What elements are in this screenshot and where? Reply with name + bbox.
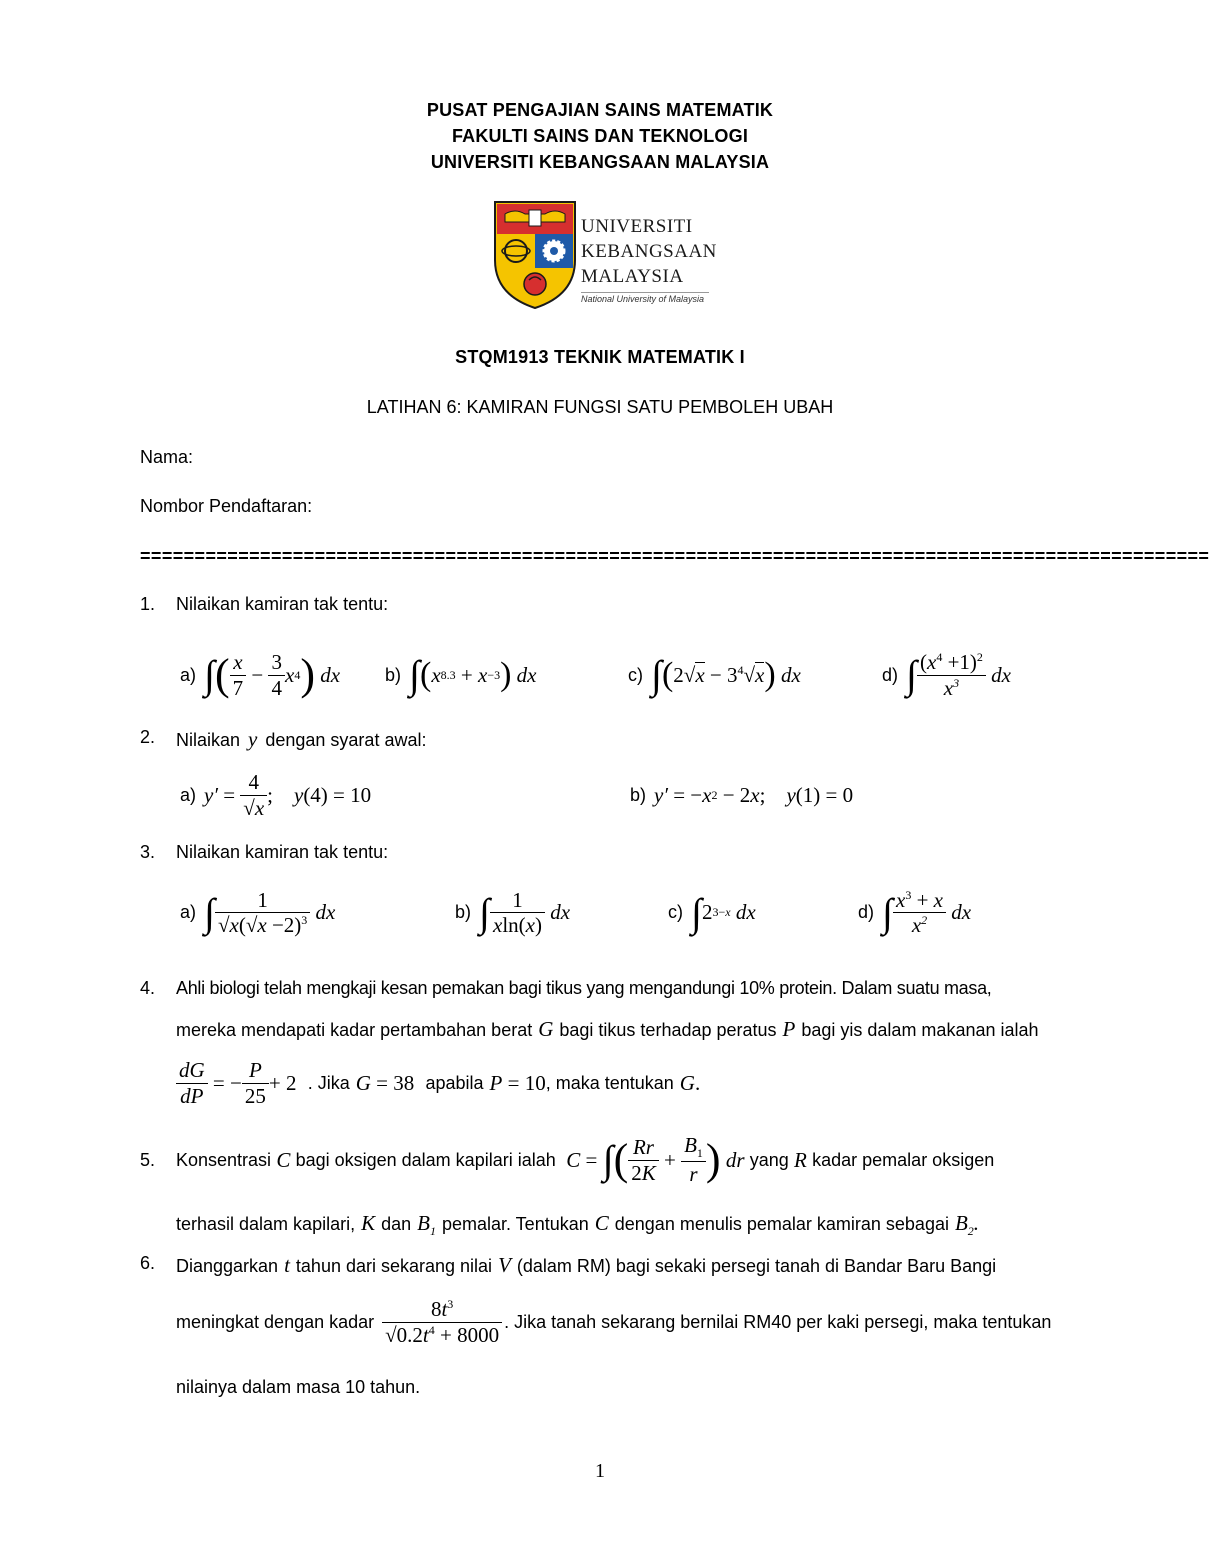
q3-part-a: a) ∫ $\frac{1}{√x(√x -2)^3}$ dx [180, 887, 336, 937]
q3-c-label: c) [668, 902, 683, 922]
q6-line-2b: . Jika tanah sekarang bernilai RM40 per kaki persegi, maka tentukan [504, 1311, 1052, 1332]
q5-line-1a: Konsentrasi [176, 1149, 272, 1170]
q3-number: 3. [140, 842, 156, 862]
matric-field-label: Nombor Pendaftaran: [140, 496, 313, 516]
q6-line-1: Dianggarkan t tahun dari sekarang nilai V (dalam RM) bagi sekaki persegi tanah di Bandar Baru Bangi [176, 1253, 997, 1277]
logo-tagline: National University of Malaysia [581, 292, 709, 304]
q1-number: 1. [140, 594, 156, 614]
q3-part-b: b) ∫ $\frac{1}{xln(x)}$ dx [455, 887, 571, 937]
q3-part-d: d) ∫ $\frac{x^3 + x}{x^2}$ dx [858, 887, 972, 937]
course-title: STQM1913 TEKNIK MATEMATIK I [455, 347, 745, 367]
logo-word-kebangsaan: KEBANGSAAN [581, 241, 717, 262]
q5-line-2a: terhasil dalam kapilari, [176, 1214, 356, 1234]
q4-line-2b: bagi tikus terhadap peratus [559, 1020, 777, 1040]
q1-part-a: a) ∫ ( $\frac{x}{7}$ − $\frac{3}{4}$ x 4 ) dx [180, 650, 341, 700]
q1-part-c: c) ∫ ( $2√x - 3^4√x$ ) dx [628, 652, 801, 697]
ukm-crest-icon [493, 200, 577, 310]
q1-part-d: d) ∫ $\frac{(x^4 +1)^2}{x^3}$ dx [882, 650, 1011, 700]
q4-number: 4. [140, 978, 156, 998]
q5-line-1c: yang [749, 1149, 789, 1170]
q6-number: 6. [140, 1253, 156, 1273]
q2-text-post: dengan syarat awal: [265, 730, 427, 750]
name-field-label: Nama: [140, 447, 194, 467]
q2-part-b: b) y′ = − x 2 − 2 x ; y (1) = 0 [630, 782, 854, 807]
logo-word-malaysia: MALAYSIA [581, 266, 684, 287]
q6-line-2a: meningkat dengan kadar [176, 1311, 375, 1332]
q5-line-1d: kadar pemalar oksigen [812, 1149, 995, 1170]
q4-line-3b: apabila [425, 1072, 484, 1093]
q2-a-label: a) [180, 784, 197, 805]
q4-equation: $\frac{dG}{dP}$ = − $\frac{P}{25}$ + 2 . Jika G = 38 apabila P = 10 , maka tentukan G . [176, 1052, 700, 1114]
q1-text: Nilaikan kamiran tak tentu: [176, 594, 389, 614]
q4-line-1: Ahli biologi telah mengkaji kesan pemakan bagi tikus yang mengandungi 10% protein. Dalam suatu masa, [176, 978, 992, 998]
q5-line-1b: bagi oksigen dalam kapilari ialah [295, 1149, 556, 1170]
logo-word-universiti: UNIVERSITI [581, 216, 693, 237]
q3-b-label: b) [455, 902, 472, 922]
q2-text-pre: Nilaikan [176, 730, 241, 750]
q2-part-a: a) y′ = $\frac{4}{√x}$ ; y (4) = 10 [180, 770, 372, 820]
header-line-3: UNIVERSITI KEBANGSAAN MALAYSIA [430, 152, 770, 172]
q4-line-2: mereka mendapati kadar pertambahan berat G bagi tikus terhadap peratus P bagi yis dalam makanan ialah [176, 1017, 1039, 1041]
q5-line-2: terhasil dalam kapilari, K dan $B_1$ pemalar. Tentukan C dengan menulis pemalar kamiran sebagai $B_2$. [176, 1211, 980, 1239]
q5-line-2b: dan [381, 1214, 412, 1234]
q6-line-1c: (dalam RM) bagi sekaki persegi tanah di Bandar Baru Bangi [516, 1256, 997, 1276]
q5-line-2c: pemalar. Tentukan [441, 1214, 589, 1234]
q2-number: 2. [140, 727, 156, 747]
q3-a-label: a) [180, 902, 197, 922]
q1-a-label: a) [180, 664, 197, 685]
header-line-1: PUSAT PENGAJIAN SAINS MATEMATIK [426, 100, 774, 120]
q4-line-3a: . Jika [307, 1072, 350, 1093]
q2-text: Nilaikan y dengan syarat awal: [176, 727, 427, 751]
q5-line-2d: dengan menulis pemalar kamiran sebagai [614, 1214, 949, 1234]
q1-part-b: b) ∫ ( x 8.3 + x −3 ) dx [385, 652, 537, 697]
q1-b-label: b) [385, 664, 402, 685]
q1-d-label: d) [882, 664, 899, 685]
header-line-2: FAKULTI SAINS DAN TEKNOLOGI [451, 126, 749, 146]
q6-line-1a: Dianggarkan [176, 1256, 279, 1276]
separator-line: ================================================================================================== [140, 546, 1209, 566]
q4-line-3c: , maka tentukan [545, 1072, 674, 1093]
q4-line-2c: bagi yis dalam makanan ialah [801, 1020, 1039, 1040]
q3-part-c: c) ∫ 2 3−x dx [668, 889, 756, 935]
q5-line-1: Konsentrasi C bagi oksigen dalam kapilari ialah C = ∫ ( $\frac{Rr}{2K}$ + $\frac{B_1}{r}$ ) dr yang R kadar pemalar oksigen [176, 1133, 995, 1187]
q1-c-label: c) [628, 664, 643, 685]
ukm-logo [493, 200, 717, 310]
q3-d-label: d) [858, 902, 875, 922]
page-number: 1 [595, 1460, 605, 1482]
q3-text: Nilaikan kamiran tak tentu: [176, 842, 389, 862]
q4-line-2a: mereka mendapati kadar pertambahan berat [176, 1020, 533, 1040]
q5-number: 5. [140, 1150, 156, 1170]
q6-line-2: meningkat dengan kadar $\frac{8t^3}{√0.2t^4 + 8000}$ . Jika tanah sekarang bernilai RM40 per kaki persegi, maka tentukan [176, 1297, 1052, 1347]
q6-line-3: nilainya dalam masa 10 tahun. [176, 1377, 421, 1397]
q6-line-1b: tahun dari sekarang nilai [295, 1256, 493, 1276]
exercise-title: LATIHAN 6: KAMIRAN FUNGSI SATU PEMBOLEH UBAH [366, 397, 834, 417]
q2-b-label: b) [630, 784, 647, 805]
